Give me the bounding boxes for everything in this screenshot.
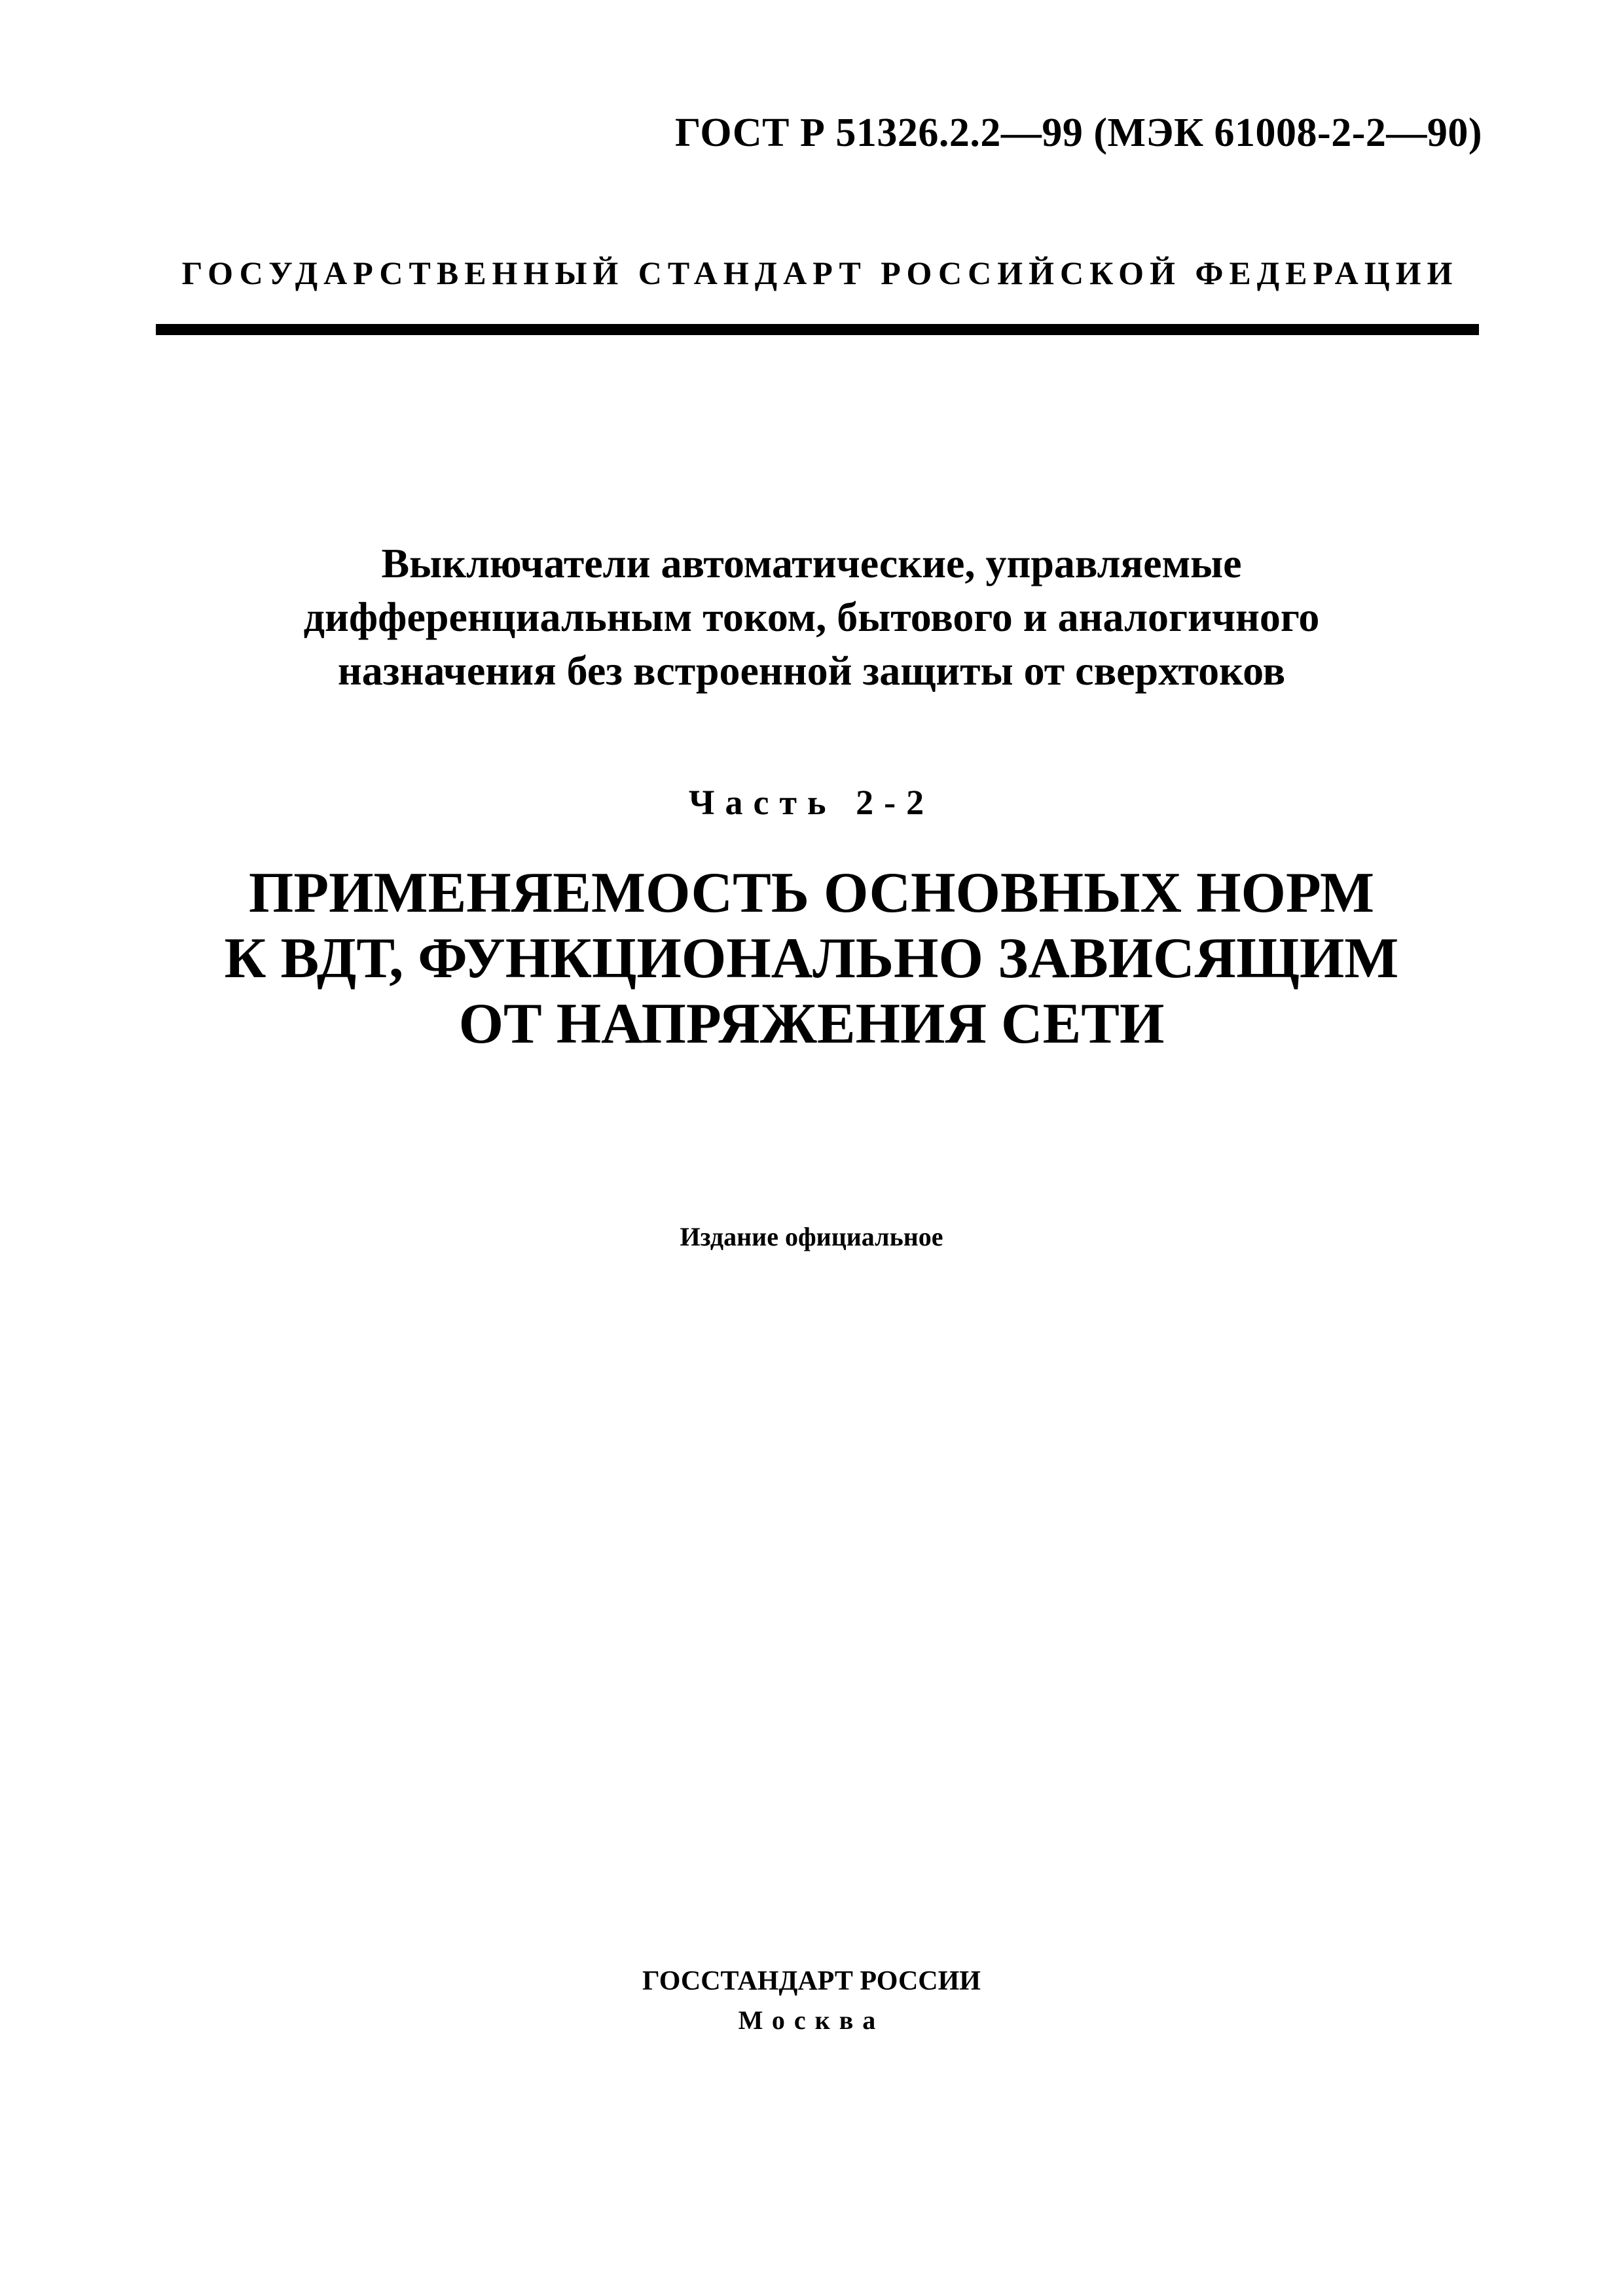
document-subtitle xyxy=(0,861,1623,1057)
subtitle-line: ПРИМЕНЯЕМОСТЬ ОСНОВНЫХ НОРМ xyxy=(248,861,1375,925)
title-line: назначения без встроенной защиты от сверхтоков xyxy=(337,647,1286,694)
document-title xyxy=(0,537,1623,698)
edition-note: Издание официальное xyxy=(680,1222,943,1251)
publication-city: Москва xyxy=(738,2005,885,2035)
header-divider xyxy=(156,324,1479,335)
part-label: Часть 2-2 xyxy=(688,783,935,822)
standard-header: ГОСУДАРСТВЕННЫЙ СТАНДАРТ РОССИЙСКОЙ ФЕДЕРАЦИИ xyxy=(181,255,1459,291)
subtitle-line: ОТ НАПРЯЖЕНИЯ СЕТИ xyxy=(458,992,1165,1056)
subtitle-line: К ВДТ, ФУНКЦИОНАЛЬНО ЗАВИСЯЩИМ xyxy=(224,927,1399,990)
publisher-name: ГОССТАНДАРТ РОССИИ xyxy=(642,1966,981,1996)
title-line: Выключатели автоматические, управляемые xyxy=(381,540,1242,586)
document-number: ГОСТ Р 51326.2.2—99 (МЭК 61008-2-2—90) xyxy=(675,111,1482,155)
title-line: дифференциальным током, бытового и аналогичного xyxy=(303,594,1320,640)
